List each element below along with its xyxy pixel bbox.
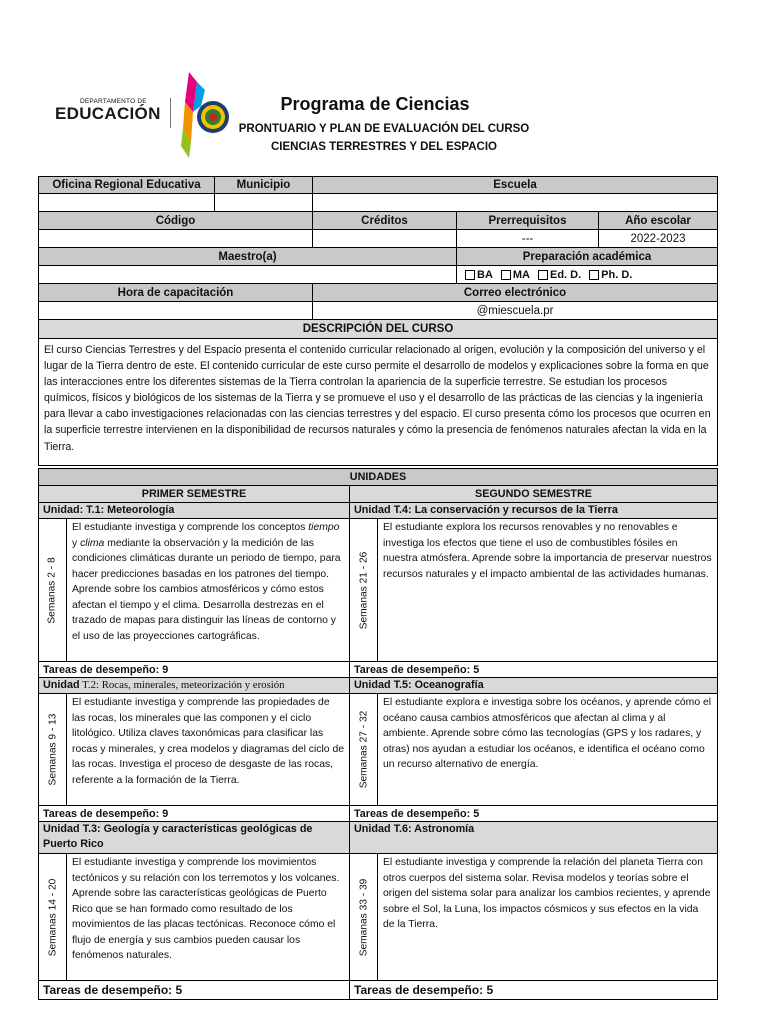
unit-t4-weeks: Semanas 21 - 26 bbox=[349, 518, 378, 662]
prerrequisitos-label: Prerrequisitos bbox=[456, 211, 599, 230]
unit-t5-header: Unidad T.5: Oceanografía bbox=[349, 677, 718, 694]
unit-t3-header: Unidad T.3: Geología y características geológicas de Puerto Rico bbox=[38, 821, 350, 854]
first-semester-header: PRIMER SEMESTRE bbox=[38, 485, 350, 503]
degree-ba-label: BA bbox=[477, 268, 493, 281]
municipio-label: Municipio bbox=[214, 176, 313, 194]
unit-t3-description: El estudiante investiga y comprende los movimientos tectónicos y su relación con los terremotos y los volcanes. Aprende sobre las características geológicas de Puerto Rico que se han formado como resultado de los movimientos de las placas tectónicas. Reconoce cómo el flujo de energía y sus cambios pueden causar los fenómenos naturales. bbox=[66, 853, 350, 981]
units-title: UNIDADES bbox=[38, 468, 718, 486]
unit-t3-weeks: Semanas 14 - 20 bbox=[38, 853, 67, 981]
anio-label: Año escolar bbox=[598, 211, 718, 230]
page-title: Programa de Ciencias bbox=[280, 94, 470, 114]
preparacion-label: Preparación académica bbox=[456, 247, 718, 266]
hora-label: Hora de capacitación bbox=[38, 283, 313, 302]
course-description: El curso Ciencias Terrestres y del Espacio presenta el contenido curricular relacionado al origen, evolución y la composición del universo y el lugar de la Tierra dentro de este. El contenido curricular de este curso permite el desarrollo de modelos y explicaciones sobre la forma en que las interacciones entre los diferentes sistemas de la Tierra controlan la apariencia de la superficie terrestre. Se estudian los procesos químicos, físicos y biológicos de los sistemas de la Tierra y se promueve el uso y el desarrollo de las prácticas de las ciencias y la ingeniería para llevar a cabo investigaciones relacionadas con las ciencias terrestres y del espacio. El curso presenta cómo los procesos que ocurren en la superficie terrestre intervienen en la disponibilidad de recursos naturales y cómo la presencia de fenómenos naturales afectan la vida en la Tierra. bbox=[38, 338, 718, 466]
degree-ma-label: MA bbox=[512, 268, 530, 281]
unit-t6-weeks: Semanas 33 - 39 bbox=[349, 853, 378, 981]
prerrequisitos-value: --- bbox=[456, 229, 599, 248]
maestro-label: Maestro(a) bbox=[38, 247, 457, 266]
checkbox-ba[interactable] bbox=[465, 270, 475, 280]
descripcion-label: DESCRIPCIÓN DEL CURSO bbox=[38, 319, 718, 339]
oficina-label: Oficina Regional Educativa bbox=[38, 176, 215, 194]
correo-value: @miescuela.pr bbox=[312, 301, 718, 320]
unit-t4-header: Unidad T.4: La conservación y recursos de la Tierra bbox=[349, 502, 718, 519]
degree-checkboxes bbox=[456, 265, 718, 284]
unit-t2-header: Unidad T.2: Rocas, minerales, meteorización y erosión bbox=[38, 677, 350, 694]
course-info-form bbox=[38, 176, 718, 476]
oficina-field[interactable] bbox=[38, 193, 215, 212]
unit-t3-tasks: Tareas de desempeño: 5 bbox=[38, 980, 350, 1000]
unit-t6-header: Unidad T.6: Astronomía bbox=[349, 821, 718, 854]
unit-t6-tasks: Tareas de desempeño: 5 bbox=[349, 980, 718, 1000]
unit-t5-weeks: Semanas 27 - 32 bbox=[349, 693, 378, 806]
degree-phd-label: Ph. D. bbox=[601, 268, 633, 281]
unit-t4-description: El estudiante explora los recursos renovables y no renovables e investiga los efectos que tiene el uso de combustibles fósiles en nuestra atmósfera. Aprende sobre la importancia de preservar nuestros recursos naturales y el impacto ambiental de las actividades humanas. bbox=[377, 518, 718, 662]
logo-department-text: DEPARTAMENTO DE bbox=[80, 98, 147, 105]
correo-label: Correo electrónico bbox=[312, 283, 718, 302]
checkbox-edd[interactable] bbox=[538, 270, 548, 280]
page-subtitle-1: PRONTUARIO Y PLAN DE EVALUACIÓN DEL CURSO bbox=[238, 123, 530, 135]
checkbox-ma[interactable] bbox=[501, 270, 511, 280]
degree-edd-label: Ed. D. bbox=[550, 268, 582, 281]
unit-t4-tasks: Tareas de desempeño: 5 bbox=[349, 661, 718, 678]
escuela-field[interactable] bbox=[312, 193, 718, 212]
unit-t1-tasks: Tareas de desempeño: 9 bbox=[38, 661, 350, 678]
anio-value: 2022-2023 bbox=[598, 229, 718, 248]
unit-t2-weeks: Semanas 9 - 13 bbox=[38, 693, 67, 806]
escuela-label: Escuela bbox=[312, 176, 718, 194]
logo-education-text: EDUCACIÓN bbox=[55, 104, 161, 123]
codigo-label: Código bbox=[38, 211, 313, 230]
logo-divider bbox=[170, 98, 171, 128]
unit-t2-tasks: Tareas de desempeño: 9 bbox=[38, 805, 350, 822]
codigo-field[interactable] bbox=[38, 229, 313, 248]
maestro-field[interactable] bbox=[38, 265, 457, 284]
unit-t2-description: El estudiante investiga y comprende las propiedades de las rocas, los minerales que las componen y el ciclo litológico. Utiliza claves taxonómicas para clasificar las rocas y minerales, y crea modelos y diagramas del ciclo de las rocas. Investiga el proceso de desgaste de las rocas, referente a la formación de la Tierra. bbox=[66, 693, 350, 806]
unit-t5-description: El estudiante explora e investiga sobre los océanos, y aprende cómo el océano causa cambios atmosféricos que afectan al clima y al ambiente. Aprende sobre cómo las tecnologías (GPS y los radares, y otras) nos ayudan a estudiar los océanos, e identifica el océano como un recurso alternativo de energía. bbox=[377, 693, 718, 806]
unit-t1-description: El estudiante investiga y comprende los conceptos tiempo y clima mediante la observación y la medición de las condiciones climáticas durante un periodo de tiempo, para hacer predicciones basadas en los patrones del tiempo. Aprende sobre los cambios atmosféricos y cómo estos afectan el tiempo y el clima. Desarrolla destrezas en el trazado de mapas para distinguir las líneas de contorno y el uso de las proyecciones cartográficas. bbox=[66, 518, 350, 662]
creditos-field[interactable] bbox=[312, 229, 457, 248]
unit-t1-header: Unidad: T.1: Meteorología bbox=[38, 502, 350, 519]
unit-t6-description: El estudiante investiga y comprende la relación del planeta Tierra con otros cuerpos del sistema solar. Revisa modelos y teorías sobre el origen del sistema solar para analizar los cambios recientes, y aprende sobre el Sol, la Luna, los impactos cósmicos y sus efectos en la vida de la Tierra. bbox=[377, 853, 718, 981]
page-subtitle-2: CIENCIAS TERRESTRES Y DEL ESPACIO bbox=[270, 141, 497, 153]
unit-t5-tasks: Tareas de desempeño: 5 bbox=[349, 805, 718, 822]
second-semester-header: SEGUNDO SEMESTRE bbox=[349, 485, 718, 503]
unit-t1-weeks: Semanas 2 - 8 bbox=[38, 518, 67, 662]
checkbox-phd[interactable] bbox=[589, 270, 599, 280]
municipio-field[interactable] bbox=[214, 193, 313, 212]
creditos-label: Créditos bbox=[312, 211, 457, 230]
hora-field[interactable] bbox=[38, 301, 313, 320]
